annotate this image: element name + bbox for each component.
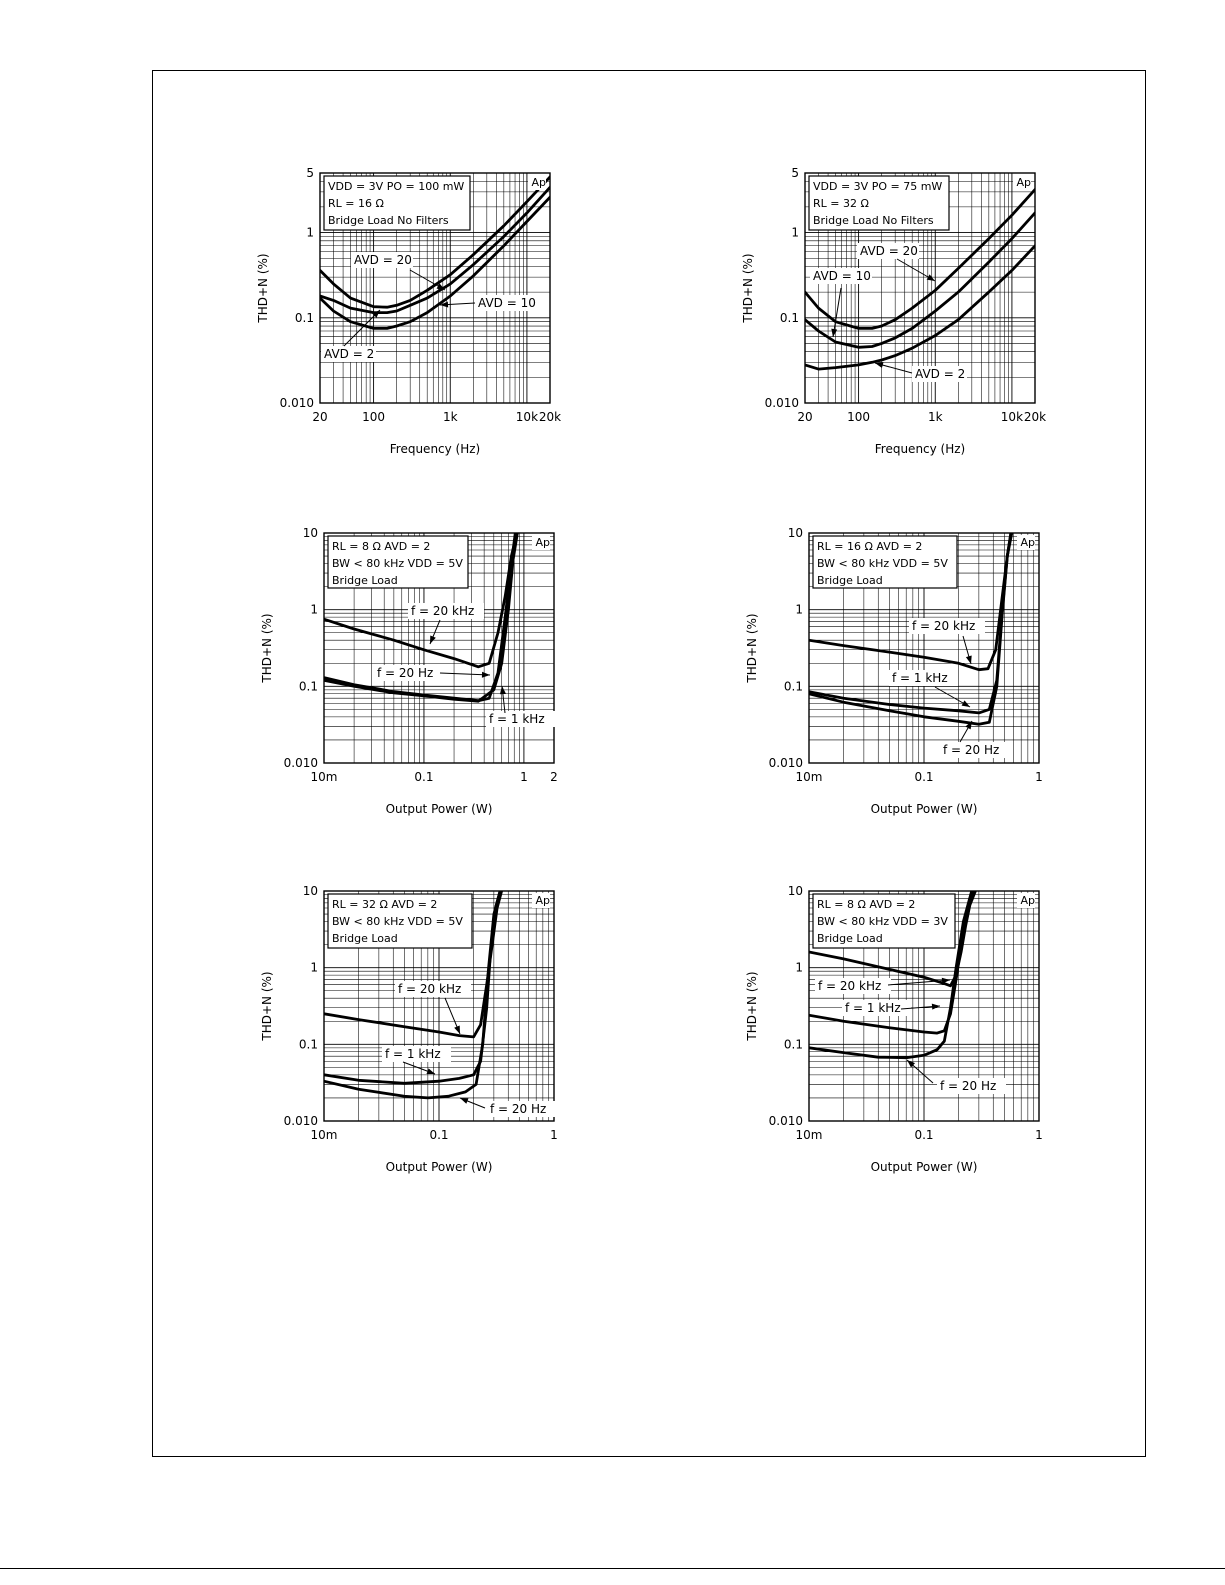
x-tick-label: 0.1 xyxy=(914,1128,934,1142)
y-tick-label: 0.1 xyxy=(294,310,314,325)
curve-annotation: f = 20 Hz xyxy=(940,1079,997,1093)
conditions-line: Bridge Load No Filters xyxy=(813,214,934,227)
y-axis-label: THD+N (%) xyxy=(741,253,755,323)
conditions-line: RL = 32 Ω xyxy=(813,197,869,210)
x-tick-label: 20 xyxy=(312,410,328,424)
conditions-line: VDD = 3V PO = 100 mW xyxy=(328,180,465,193)
y-tick-label: 0.010 xyxy=(283,756,318,770)
thd-vs-power-8ohm-3v-chart xyxy=(725,878,1065,1188)
x-tick-label: 100 xyxy=(362,410,386,424)
x-tick-label: 10m xyxy=(310,1128,338,1142)
x-tick-label: 10m xyxy=(795,1128,823,1142)
ap-logo: Ap xyxy=(535,894,550,907)
y-axis-label: THD+N (%) xyxy=(256,253,270,323)
x-tick-label: 0.1 xyxy=(429,1128,449,1142)
y-tick-label: 1 xyxy=(310,602,318,617)
curve-annotation: f = 20 kHz xyxy=(398,982,462,996)
thd-vs-power-32ohm-5v-chart xyxy=(240,878,580,1188)
conditions-line: BW < 80 kHz VDD = 5V xyxy=(817,557,948,570)
curve-annotation: f = 1 kHz xyxy=(892,671,948,685)
thd-vs-power-16ohm-5v-chart xyxy=(725,520,1065,830)
x-tick-label: 1 xyxy=(550,1128,558,1142)
y-tick-label: 0.010 xyxy=(768,1114,803,1128)
curve-annotation: f = 20 Hz xyxy=(490,1102,547,1116)
conditions-line: RL = 8 Ω AVD = 2 xyxy=(817,898,916,911)
x-axis-label: Output Power (W) xyxy=(385,802,493,816)
bottom-rule xyxy=(0,1568,1225,1569)
curve-annotation: f = 20 Hz xyxy=(377,666,434,680)
curve-annotation: AVD = 10 xyxy=(813,269,871,283)
x-tick-label: 1k xyxy=(927,410,943,424)
conditions-line: RL = 16 Ω xyxy=(328,197,384,210)
y-tick-label: 0.1 xyxy=(783,679,803,694)
y-tick-label: 1 xyxy=(310,960,318,975)
conditions-line: Bridge Load No Filters xyxy=(328,214,449,227)
y-tick-label: 1 xyxy=(306,225,314,240)
y-tick-label: 1 xyxy=(795,602,803,617)
x-tick-label: 1 xyxy=(520,770,528,784)
curve-annotation: f = 1 kHz xyxy=(385,1047,441,1061)
y-tick-label: 0.1 xyxy=(298,679,318,694)
ap-logo: Ap xyxy=(531,176,546,189)
x-axis-label: Frequency (Hz) xyxy=(389,442,481,456)
x-tick-label: 0.1 xyxy=(914,770,934,784)
conditions-line: RL = 16 Ω AVD = 2 xyxy=(817,540,923,553)
x-tick-label: 20 xyxy=(797,410,813,424)
curve-annotation: f = 1 kHz xyxy=(489,712,545,726)
curve-annotation: AVD = 2 xyxy=(324,347,375,361)
x-tick-label: 1 xyxy=(1035,770,1043,784)
ap-logo: Ap xyxy=(1020,536,1035,549)
y-tick-label: 0.1 xyxy=(779,310,799,325)
y-axis-label: THD+N (%) xyxy=(260,971,274,1041)
x-axis-label: Output Power (W) xyxy=(870,802,978,816)
y-tick-label: 0.1 xyxy=(298,1037,318,1052)
x-axis-label: Output Power (W) xyxy=(385,1160,493,1174)
y-tick-label: 1 xyxy=(791,225,799,240)
x-tick-label: 0.1 xyxy=(414,770,434,784)
y-axis-label: THD+N (%) xyxy=(745,613,759,683)
thd-vs-power-8ohm-5v-chart xyxy=(240,520,580,830)
conditions-line: Bridge Load xyxy=(332,932,398,945)
x-axis-label: Frequency (Hz) xyxy=(874,442,966,456)
conditions-line: BW < 80 kHz VDD = 3V xyxy=(817,915,948,928)
conditions-line: Bridge Load xyxy=(817,932,883,945)
y-tick-label: 0.1 xyxy=(783,1037,803,1052)
x-tick-label: 20k xyxy=(538,410,562,424)
x-tick-label: 1k xyxy=(442,410,458,424)
x-tick-label: 10k xyxy=(1000,410,1024,424)
y-axis-label: THD+N (%) xyxy=(260,613,274,683)
y-tick-label: 1 xyxy=(795,960,803,975)
conditions-line: Bridge Load xyxy=(817,574,883,587)
x-axis-label: Output Power (W) xyxy=(870,1160,978,1174)
ap-logo: Ap xyxy=(1016,176,1031,189)
conditions-line: RL = 32 Ω AVD = 2 xyxy=(332,898,438,911)
y-tick-label: 10 xyxy=(302,526,318,540)
curve-annotation: f = 20 kHz xyxy=(912,619,976,633)
curve-annotation: f = 20 kHz xyxy=(411,604,475,618)
y-tick-label: 10 xyxy=(787,884,803,898)
x-tick-label: 10m xyxy=(795,770,823,784)
conditions-line: Bridge Load xyxy=(332,574,398,587)
x-tick-label: 100 xyxy=(847,410,871,424)
conditions-line: VDD = 3V PO = 75 mW xyxy=(813,180,943,193)
y-tick-label: 0.010 xyxy=(283,1114,318,1128)
x-tick-label: 10k xyxy=(515,410,539,424)
curve-annotation: f = 20 kHz xyxy=(818,979,882,993)
curve-annotation: AVD = 2 xyxy=(915,367,966,381)
conditions-line: RL = 8 Ω AVD = 2 xyxy=(332,540,431,553)
y-tick-label: 0.010 xyxy=(768,756,803,770)
y-tick-label: 5 xyxy=(791,166,799,180)
x-tick-label: 20k xyxy=(1023,410,1047,424)
x-tick-label: 1 xyxy=(1035,1128,1043,1142)
x-tick-label: 2 xyxy=(550,770,558,784)
thd-vs-frequency-16ohm-chart xyxy=(240,160,580,470)
curve-annotation: f = 20 Hz xyxy=(943,743,1000,757)
curve-annotation: f = 1 kHz xyxy=(845,1001,901,1015)
y-axis-label: THD+N (%) xyxy=(745,971,759,1041)
y-tick-label: 5 xyxy=(306,166,314,180)
y-tick-label: 10 xyxy=(787,526,803,540)
conditions-line: BW < 80 kHz VDD = 5V xyxy=(332,557,463,570)
curve-annotation: AVD = 10 xyxy=(478,296,536,310)
y-tick-label: 10 xyxy=(302,884,318,898)
curve-annotation: AVD = 20 xyxy=(860,244,918,258)
curve-annotation: AVD = 20 xyxy=(354,253,412,267)
conditions-line: BW < 80 kHz VDD = 5V xyxy=(332,915,463,928)
ap-logo: Ap xyxy=(535,536,550,549)
ap-logo: Ap xyxy=(1020,894,1035,907)
y-tick-label: 0.010 xyxy=(764,396,799,410)
thd-vs-frequency-32ohm-chart xyxy=(725,160,1065,470)
x-tick-label: 10m xyxy=(310,770,338,784)
y-tick-label: 0.010 xyxy=(279,396,314,410)
